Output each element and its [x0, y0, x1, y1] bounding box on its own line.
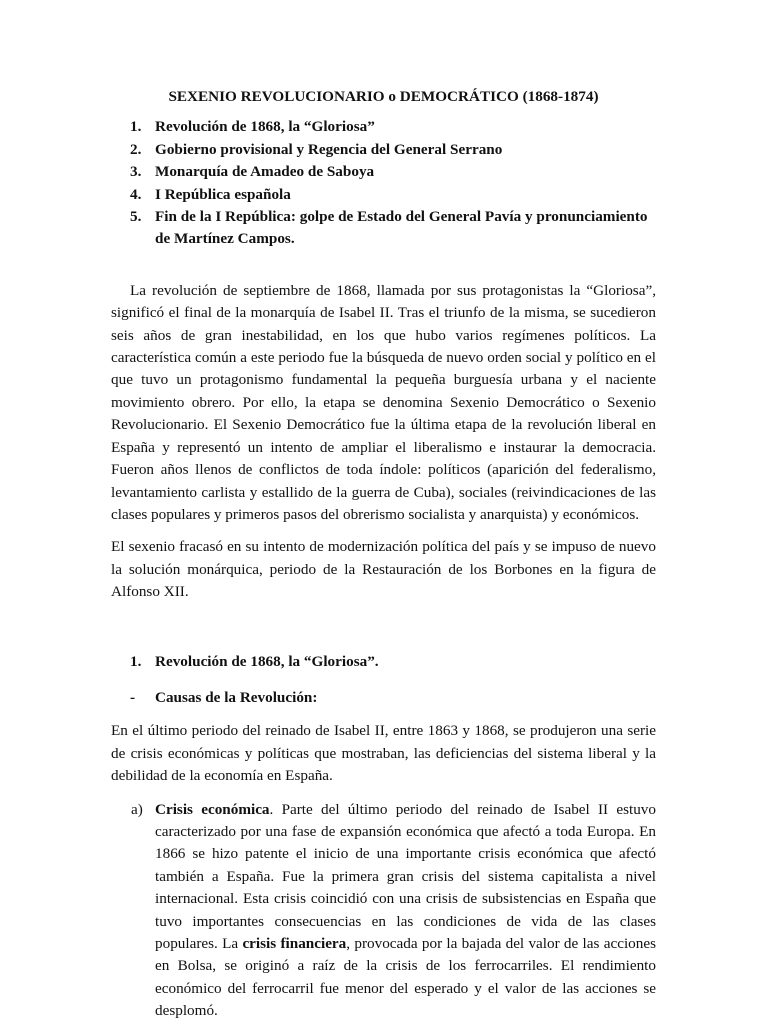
toc-item-text: Monarquía de Amadeo de Saboya: [155, 163, 375, 181]
term-crisis-economica: Crisis económica: [155, 800, 270, 818]
item-text-part1: . Parte del último periodo del reinado de Isabel II estuvo caracterizado por una fase de expansión económica que afectó a toda Europa. En 1866 se hizo patente el inicio de una importante crisis económica que afectó también a España. Fue la primera gran crisis del sistema capitalista a nivel internacional. Esta crisis coincidió con una crisis de subsistencias en España que tuvo importantes consecuencias en las condiciones de vida de las clases populares. La: [155, 800, 656, 952]
subsection-heading: [111, 687, 656, 709]
toc-item: [111, 184, 656, 206]
toc-item-text: Gobierno provisional y Regencia del General Serrano: [155, 140, 503, 158]
toc-item-number: 4.: [130, 185, 142, 203]
toc-item: [111, 161, 656, 183]
toc-item-number: 5.: [130, 208, 142, 226]
intro-paragraph: La revolución de septiembre de 1868, llamada por sus protagonistas la “Gloriosa”, significó el final de la monarquía de Isabel II. Tras el triunfo de la misma, se sucedieron seis años de gran inestabilidad, en los que hubo varios regímenes políticos. La característica común a este periodo fue la búsqueda de nuevo orden social y político en el que tuvo un protagonismo fundamental la pequeña burguesía urbana y el naciente movimiento obrero. Por ello, la etapa se denomina Sexenio Democrático o Sexenio Revolucionario. El Sexenio Democrático fue la última etapa de la revolución liberal en España y representó un intento de ampliar el liberalismo e instaurar la democracia. Fueron años llenos de conflictos de toda índole: políticos (aparición del federalismo, levantamiento carlista y estallido de la guerra de Cuba), sociales (reivindicaciones de las clases populares y primeros pasos del obrerismo socialista y anarquista) y económicos.: [111, 281, 656, 523]
section-heading-text: Revolución de 1868, la “Gloriosa”.: [155, 652, 379, 670]
toc-item-text: Revolución de 1868, la “Gloriosa”: [155, 118, 375, 136]
subsection-heading-text: Causas de la Revolución:: [155, 688, 318, 706]
toc-item-number: 2.: [130, 140, 142, 158]
toc-item-number: 1.: [130, 118, 142, 136]
section-heading: [111, 651, 656, 673]
toc-item: [111, 116, 656, 138]
term-crisis-financiera: crisis financiera: [242, 935, 347, 952]
toc-item-number: 3.: [130, 163, 142, 181]
list-item-a: [111, 799, 656, 1023]
toc-item-text: Fin de la I República: golpe de Estado del General Pavía y pronunciamiento de Martínez Campos.: [155, 208, 648, 248]
section-number: 1.: [130, 652, 142, 670]
subsection-marker: -: [130, 688, 136, 706]
toc-item-text: I República española: [155, 185, 291, 203]
item-text-part2: , provocada por la bajada del valor de las acciones en Bolsa, se originó a raíz de la crisis de los ferrocarriles. El rendimiento económico del ferrocarril fue menor del esperado y el valor de las acciones se desplomó.: [155, 935, 656, 1020]
second-paragraph: El sexenio fracasó en su intento de modernización política del país y se impuso de nuevo la solución monárquica, periodo de la Restauración de los Borbones en la figura de Alfonso XII.: [111, 538, 656, 601]
list-item-marker: a): [131, 800, 143, 818]
causes-paragraph: En el último periodo del reinado de Isabel II, entre 1863 y 1868, se produjeron una serie de crisis económicas y políticas que mostraban, las deficiencias del sistema liberal y la debilidad de la economía en España.: [111, 722, 656, 785]
toc-item: [111, 139, 656, 161]
table-of-contents: [111, 116, 656, 250]
toc-item: [111, 206, 656, 251]
page-title: SEXENIO REVOLUCIONARIO o DEMOCRÁTICO (1868-1874): [168, 88, 599, 105]
